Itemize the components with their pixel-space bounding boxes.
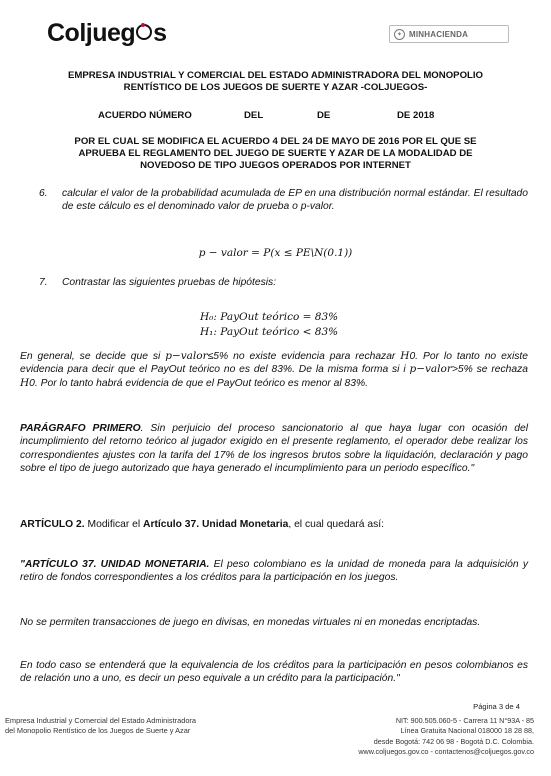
minhacienda-badge bbox=[389, 25, 509, 43]
item-6-number: 6. bbox=[39, 188, 48, 199]
articulo-37-paragraph-2: No se permiten transacciones de juego en divisas, en monedas virtuales ni en monedas encriptadas. bbox=[20, 617, 481, 628]
articulo-2-text-2: , el cual quedará así: bbox=[288, 519, 384, 530]
acuerdo-number-label: ACUERDO NÚMERO bbox=[98, 110, 192, 121]
item-6-text: calcular el valor de la probabilidad acumulada de EP en una distribución normal estándar. El resultado de este cálculo es el denominado valor de prueba o p-valor. bbox=[62, 188, 528, 213]
footer-web-email[interactable]: www.coljuegos.gov.co - contactenos@coljuegos.gov.co bbox=[358, 746, 534, 756]
formula-p-valor: p − valor = P(x ≤ PE\N(0.1)) bbox=[198, 247, 353, 259]
articulo-2-text-1: Modificar el bbox=[84, 519, 144, 530]
paragrafo-label: PARÁGRAFO PRIMERO bbox=[20, 423, 141, 434]
title-line-1: EMPRESA INDUSTRIAL Y COMERCIAL DEL ESTADO ADMINISTRADORA DEL MONOPOLIO bbox=[67, 70, 484, 81]
footer-phone-bogota: desde Bogotá: 742 06 98 - Bogotá D.C. Colombia. bbox=[373, 736, 534, 746]
acuerdo-year-label: DE 2018 bbox=[397, 110, 435, 121]
acuerdo-de-label: DE bbox=[317, 110, 331, 121]
h0-symbol-2: H bbox=[20, 376, 30, 389]
logo-mark-icon bbox=[136, 24, 152, 40]
item-6 bbox=[20, 187, 528, 214]
articulo-37 bbox=[20, 558, 528, 585]
hypothesis-h0: H₀: PayOut teórico = 83% bbox=[200, 311, 339, 323]
h0-symbol: H bbox=[400, 350, 410, 362]
acuerdo-del-label: DEL bbox=[244, 110, 264, 121]
general-text-1: En general, se decide que si bbox=[20, 351, 166, 362]
footer-company bbox=[5, 716, 196, 736]
p-valor-symbol: p−valor bbox=[165, 350, 208, 362]
item-7 bbox=[20, 276, 528, 289]
document-title bbox=[0, 70, 551, 94]
general-text-3: 0. Por lo tanto no existe evidencia para decir que el PayOut teórico no es del 83%. De la misma forma si i bbox=[20, 351, 528, 376]
general-text-2: ≤5% no existe evidencia para rechazar bbox=[207, 351, 401, 362]
subject-line-2: APRUEBA EL REGLAMENTO DEL JUEGO DE SUERTE Y AZAR DE LA MODALIDAD DE bbox=[78, 148, 473, 159]
articulo-37-label: "ARTÍCULO 37. UNIDAD MONETARIA. bbox=[20, 559, 210, 570]
paragrafo-text: . Sin perjuicio del proceso sancionatorio al que haya lugar con ocasión del incumplimiento del retorno teórico al jugador exigido en el presente reglamento, el operador debe realizar los correspondientes ajustes con la tarifa del 17% de los ingresos brutos sobre la liquidación, declaración y pago sobre el tipo de juego autorizado que haya generado el incumplimiento para un periodo específico." bbox=[20, 423, 528, 475]
document-subject bbox=[0, 136, 551, 172]
articulo-37-text: El peso colombiano es la unidad de moneda para la adquisición y retiro de fondos correspondientes a los créditos para la participación en los juegos. bbox=[20, 559, 528, 584]
footer-phone-national: Línea Gratuita Nacional 018000 18 28 88, bbox=[400, 726, 534, 736]
general-text-4: >5% se rechaza bbox=[451, 364, 529, 376]
hypothesis-h1: H₁: PayOut teórico < 83% bbox=[200, 326, 339, 338]
minhacienda-label: MINHACIENDA bbox=[409, 29, 469, 39]
articulo-2 bbox=[20, 518, 528, 531]
subject-line-3: NOVEDOSO DE TIPO JUEGOS OPERADOS POR INTERNET bbox=[140, 160, 411, 171]
general-paragraph bbox=[20, 350, 528, 390]
p-valor-symbol-2: p−valor bbox=[409, 363, 452, 376]
item-7-number: 7. bbox=[39, 277, 48, 288]
general-text-5: 0. Por lo tanto habrá evidencia de que el PayOut teórico es menor al 83%. bbox=[29, 377, 369, 389]
articulo-37-paragraph-3: En todo caso se entenderá que la equivalencia de los créditos para la participación en pesos colombianos es de relación uno a uno, es decir un peso equivale a un crédito para la participación." bbox=[20, 660, 528, 685]
footer-left-line-1: Empresa Industrial y Comercial del Estado Administradora bbox=[5, 716, 197, 725]
title-line-2: RENTÍSTICO DE LOS JUEGOS DE SUERTE Y AZAR -COLJUEGOS- bbox=[123, 82, 428, 93]
articulo-2-label: ARTÍCULO 2. bbox=[20, 519, 85, 530]
paragrafo-primero bbox=[20, 422, 528, 476]
page-number: Página 3 de 4 bbox=[473, 702, 520, 711]
coljuegos-logo bbox=[47, 19, 167, 48]
articulo-2-reference: Artículo 37. Unidad Monetaria bbox=[143, 519, 289, 530]
item-7-text: Contrastar las siguientes pruebas de hipótesis: bbox=[62, 277, 277, 288]
footer-nit-address: NIT: 900.505.060-5 - Carrera 11 N°93A - 85 bbox=[395, 716, 534, 725]
footer-left-line-2: del Monopolio Rentístico de los Juegos de Suerte y Azar bbox=[5, 726, 191, 735]
logo-text: Coljueg bbox=[47, 19, 136, 47]
logo-text-end: s bbox=[153, 19, 167, 47]
footer-contact bbox=[358, 716, 534, 757]
subject-line-1: POR EL CUAL SE MODIFICA EL ACUERDO 4 DEL 24 DE MAYO DE 2016 POR EL QUE SE bbox=[74, 136, 477, 147]
coat-of-arms-icon: ✦ bbox=[394, 29, 405, 40]
